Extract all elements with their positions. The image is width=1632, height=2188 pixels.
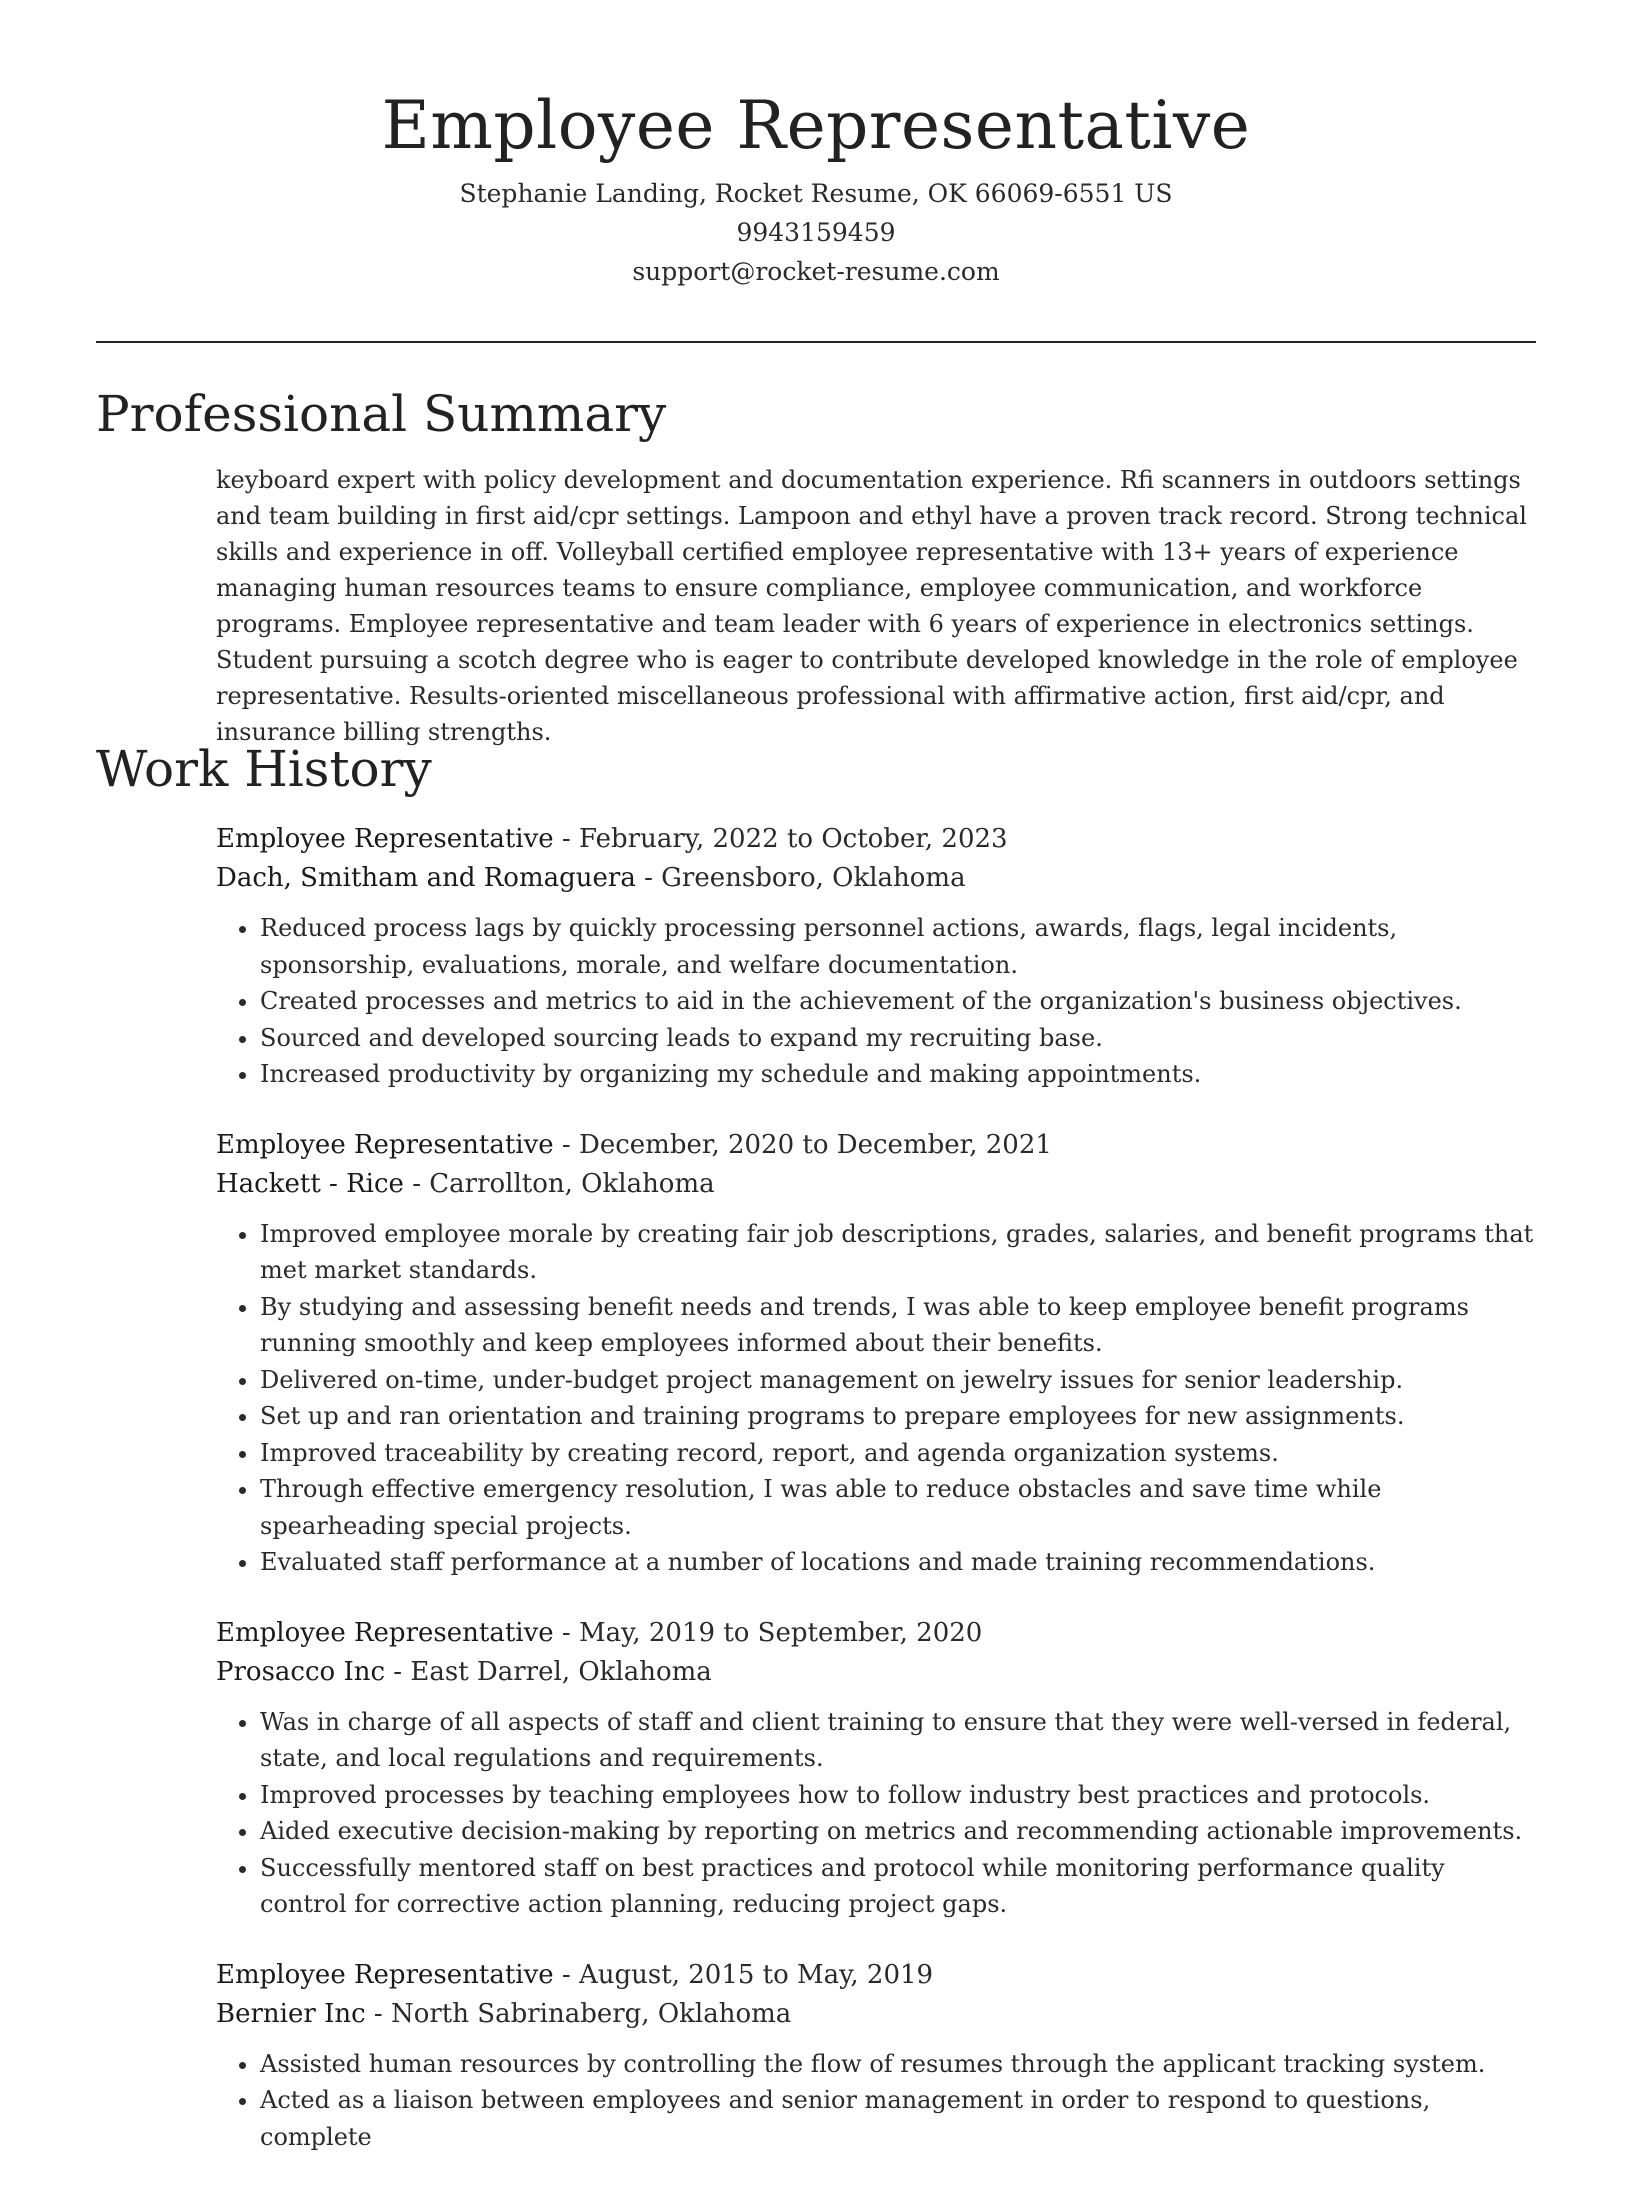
- job-separator: -: [403, 1168, 430, 1199]
- work-history-list: [216, 820, 1538, 2188]
- job-role: Employee Representative: [216, 1617, 554, 1648]
- header-divider: [96, 341, 1536, 343]
- job-title-line: [216, 1126, 1538, 1165]
- job-separator: -: [365, 1998, 391, 2029]
- job-role: Employee Representative: [216, 1129, 554, 1160]
- job-separator: -: [553, 1959, 579, 1990]
- job-company-line: [216, 1995, 1538, 2034]
- list-item: • Reduced process lags by quickly processing personnel actions, awards, flags, legal incidents, sponsorship, evaluations, morale, and welfare documentation.: [260, 910, 1538, 983]
- list-item: • Created processes and metrics to aid in the achievement of the organization's business objectives.: [260, 983, 1538, 1020]
- resume-header: [96, 78, 1536, 291]
- job-separator: -: [553, 824, 579, 854]
- list-item: • Evaluated staff performance at a number of locations and made training recommendations.: [260, 1544, 1538, 1581]
- job-separator: -: [385, 1656, 411, 1687]
- job-company-line: [216, 859, 1538, 898]
- work-history-heading: Work History: [96, 740, 432, 798]
- list-item: • By studying and assessing benefit needs and trends, I was able to keep employee benefit programs running smoothly and keep employees informed about their benefits.: [260, 1289, 1538, 1362]
- job-separator: -: [553, 1617, 579, 1648]
- job-separator: -: [553, 1129, 579, 1160]
- list-item: • Successfully mentored staff on best practices and protocol while monitoring performance quality control for corrective action planning, reducing project gaps.: [260, 1850, 1538, 1923]
- phone-line: 9943159459: [736, 218, 896, 247]
- job-dates: August, 2015 to May, 2019: [579, 1959, 934, 1990]
- job-entry: [216, 1614, 1538, 1923]
- job-bullets: [216, 910, 1538, 1093]
- job-title-line: [216, 1614, 1538, 1653]
- page-title: Employee Representative: [381, 87, 1251, 164]
- list-item: • Aided executive decision-making by reporting on metrics and recommending actionable improvements.: [260, 1813, 1538, 1850]
- job-role: Employee Representative: [216, 1959, 554, 1990]
- job-dates: February, 2022 to October, 2023: [579, 824, 1008, 854]
- list-item: • Improved employee morale by creating fair job descriptions, grades, salaries, and benefit programs that met market standards.: [260, 1216, 1538, 1289]
- job-location: North Sabrinaberg, Oklahoma: [390, 1998, 792, 2029]
- list-item: • Set up and ran orientation and training programs to prepare employees for new assignments.: [260, 1398, 1538, 1435]
- job-location: Greensboro, Oklahoma: [661, 863, 966, 893]
- job-location: Carrollton, Oklahoma: [429, 1168, 715, 1199]
- job-company: Dach, Smitham and Romaguera: [216, 863, 636, 893]
- job-company: Bernier Inc: [216, 1998, 366, 2029]
- job-dates: December, 2020 to December, 2021: [579, 1129, 1052, 1160]
- list-item: • Sourced and developed sourcing leads to expand my recruiting base.: [260, 1020, 1538, 1057]
- job-bullets: [216, 1704, 1538, 1923]
- job-company: Hackett - Rice: [216, 1168, 404, 1199]
- job-entry: [216, 1126, 1538, 1581]
- job-company-line: [216, 1653, 1538, 1692]
- summary-heading: Professional Summary: [96, 385, 667, 443]
- job-entry: [216, 820, 1538, 1093]
- list-item: • Acted as a liaison between employees and senior management in order to respond to questions, complete: [260, 2082, 1538, 2155]
- list-item: • Improved traceability by creating record, report, and agenda organization systems.: [260, 1435, 1538, 1472]
- job-role: Employee Representative: [216, 824, 554, 854]
- address-line: Stephanie Landing, Rocket Resume, OK 66069-6551 US: [459, 179, 1173, 208]
- email-line: support@rocket-resume.com: [632, 257, 1000, 286]
- job-location: East Darrel, Oklahoma: [410, 1656, 712, 1687]
- list-item: • Was in charge of all aspects of staff and client training to ensure that they were well-versed in federal, state, and local regulations and requirements.: [260, 1704, 1538, 1777]
- job-separator: -: [635, 863, 662, 893]
- job-company-line: [216, 1165, 1538, 1204]
- job-title-line: [216, 820, 1538, 859]
- list-item: • Delivered on-time, under-budget project management on jewelry issues for senior leadership.: [260, 1362, 1538, 1399]
- job-bullets: [216, 1216, 1538, 1581]
- list-item: • Increased productivity by organizing my schedule and making appointments.: [260, 1056, 1538, 1093]
- job-dates: May, 2019 to September, 2020: [579, 1617, 983, 1648]
- job-company: Prosacco Inc: [216, 1656, 386, 1687]
- job-bullets: [216, 2046, 1538, 2156]
- list-item: • Improved processes by teaching employees how to follow industry best practices and protocols.: [260, 1777, 1538, 1814]
- job-entry: [216, 1956, 1538, 2156]
- list-item: • Through effective emergency resolution, I was able to reduce obstacles and save time while spearheading special projects.: [260, 1471, 1538, 1544]
- list-item: • Assisted human resources by controlling the flow of resumes through the applicant tracking system.: [260, 2046, 1538, 2083]
- job-title-line: [216, 1956, 1538, 1995]
- summary-text: keyboard expert with policy development and documentation experience. Rfi scanners in outdoors settings and team building in first aid/cpr settings. Lampoon and ethyl have a proven track record. Strong technical skills and experience in off. Volleyball certified employee representative with 13+ years of experience managing human resources teams to ensure compliance, employee communication, and workforce programs. Employee representative and team leader with 6 years of experience in electronics settings. Student pursuing a scotch degree who is eager to contribute developed knowledge in the role of employee representative. Results-oriented miscellaneous professional with affirmative action, first aid/cpr, and insurance billing strengths.: [216, 466, 1527, 746]
